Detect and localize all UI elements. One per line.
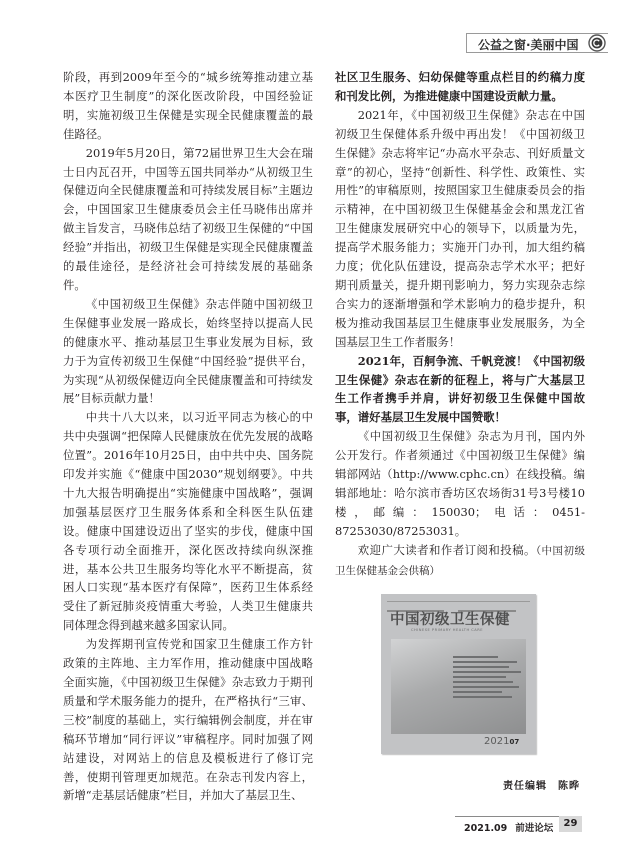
cover-contents-lines (453, 656, 528, 701)
left-column (63, 68, 313, 805)
cover-issue-number: 07 (509, 738, 520, 746)
paragraph: 《中国初级卫生保健》杂志为月刊，国内外公开发行。作者须通过《中国初级卫生保健》编辑部网站（http://www.cphc.cn）在线投稿。编辑部地址：哈尔滨市香坊区农场街31号3号楼10楼，邮编：150030；电话：0451-87253030/87253031。 (335, 429, 585, 538)
cover-top-rule (387, 597, 530, 602)
footer-issue: 2021.09 (464, 823, 508, 834)
journal-cover-image (381, 594, 536, 754)
paragraph: 社区卫生服务、妇幼保健等重点栏目的约稿力度和刊发比例，为推进健康中国建设贡献力量。 (335, 70, 585, 103)
editor-credit: 责任编辑 陈晔 (503, 781, 580, 792)
paragraph: 2021年，《中国初级卫生保健》杂志在中国初级卫生保健体系升级中再出发！《中国初级卫生保健》杂志将牢记“办高水平杂志、刊好质量文章”的初心，坚持“创新性、科学性、政策性、实用性”的审稿原则，按照国家卫生健康委员会的指示精神，在中国初级卫生保健基金会和黑龙江省卫生健康发展研究中心的领导下，以质量为先，提高学术服务能力；实施开门办刊，加大组约稿力度；优化队伍建设，提高杂志学术水平；把好期刊质量关，提升期刊影响力，努力实现杂志综合实力的逐渐增强和学术影响力的稳步提升，积极为推动我国基层卫生健康事业发展服务，为全国基层卫生工作者服务！ (335, 107, 585, 349)
section-title: 公益之窗·美丽中国 (478, 38, 579, 52)
circle-c-logo-icon (588, 34, 606, 52)
page-number: 29 (559, 816, 582, 832)
paragraph: 阶段，再到2009年至今的“城乡统筹推动建立基本医疗卫生制度”的深化医改阶段，中国经验证明，实施初级卫生保健是实现全民健康覆盖的最佳路径。 (63, 70, 313, 141)
cover-year: 2021 (484, 736, 510, 747)
cover-subtitle: CHINESE PRIMARY HEALTH CARE (411, 628, 484, 632)
cover-issue (484, 736, 519, 747)
closing-paragraph (335, 541, 585, 581)
footer-publication: 前进论坛 (515, 823, 554, 834)
paragraph: 《中国初级卫生保健》杂志伴随中国初级卫生保健事业发展一路成长，始终坚持以提高人民的健康水平、推动基层卫生事业发展为目标，致力于为宣传初级卫生保健“中国经验”提供平台，为实现“从初级保健迈向全民健康覆盖和可持续发展”目标贡献力量！ (63, 296, 313, 406)
paragraph: 2019年5月20日，第72届世界卫生大会在瑞士日内瓦召开，中国等五国共同举办“从初级卫生保健迈向全民健康覆盖和可持续发展目标”主题边会，中国国家卫生健康委员会主任马晓伟出席并做主旨发言，马晓伟总结了初级卫生保健的“中国经验”并指出，初级卫生保健是实现全民健康覆盖的最佳途径，是经济社会可持续发展的基础条件。 (63, 145, 313, 292)
source-credit: （中国初级卫生保健基金会供稿） (335, 544, 585, 577)
paragraph: 为发挥期刊宣传党和国家卫生健康工作方针政策的主阵地、主力军作用，推动健康中国战略全面实施，《中国初级卫生保健》杂志致力于期刊质量和学术服务能力的提升，在严格执行“三审、三校”制度的基础上，实行编辑例会制度，并在审稿环节增加“同行评议”审稿程序。同时加强了网站建设，对网站上的信息及模板进行了修订完善，使期刊管理更加规范。在杂志刊发内容上，新增“走基层话健康”栏目，并加大了基层卫生、 (63, 637, 313, 803)
cover-title: 中国初级卫生保健 (390, 611, 510, 628)
closing-text: 欢迎广大读者和作者订阅和投稿。 (357, 542, 536, 557)
right-column (335, 68, 585, 580)
paragraph: 2021年，百舸争流、千帆竞渡！《中国初级卫生保健》杂志在新的征程上，将与广大基层卫生工作者携手并肩，讲好初级卫生保健中国故事，谱好基层卫生发展中国赞歌！ (335, 353, 585, 425)
paragraph: 中共十八大以来，以习近平同志为核心的中共中央强调“把保障人民健康放在优先发展的战略位置”。2016年10月25日，由中共中央、国务院印发并实施《“健康中国2030”规划纲要》。中共十九大报告明确提出“实施健康中国战略”，强调加强基层医疗卫生服务体系和全科医生队伍建设。健康中国建设迈出了坚实的步伐，健康中国各专项行动全面推开，深化医改持续向纵深推进，基本公共卫生服务均等化水平不断提高，贫困人口实现“基本医疗有保障”，医药卫生体系经受住了新冠肺炎疫情重大考验，人类卫生健康共同体理念得到越来越多国家认同。 (63, 410, 313, 633)
footer (464, 820, 553, 834)
